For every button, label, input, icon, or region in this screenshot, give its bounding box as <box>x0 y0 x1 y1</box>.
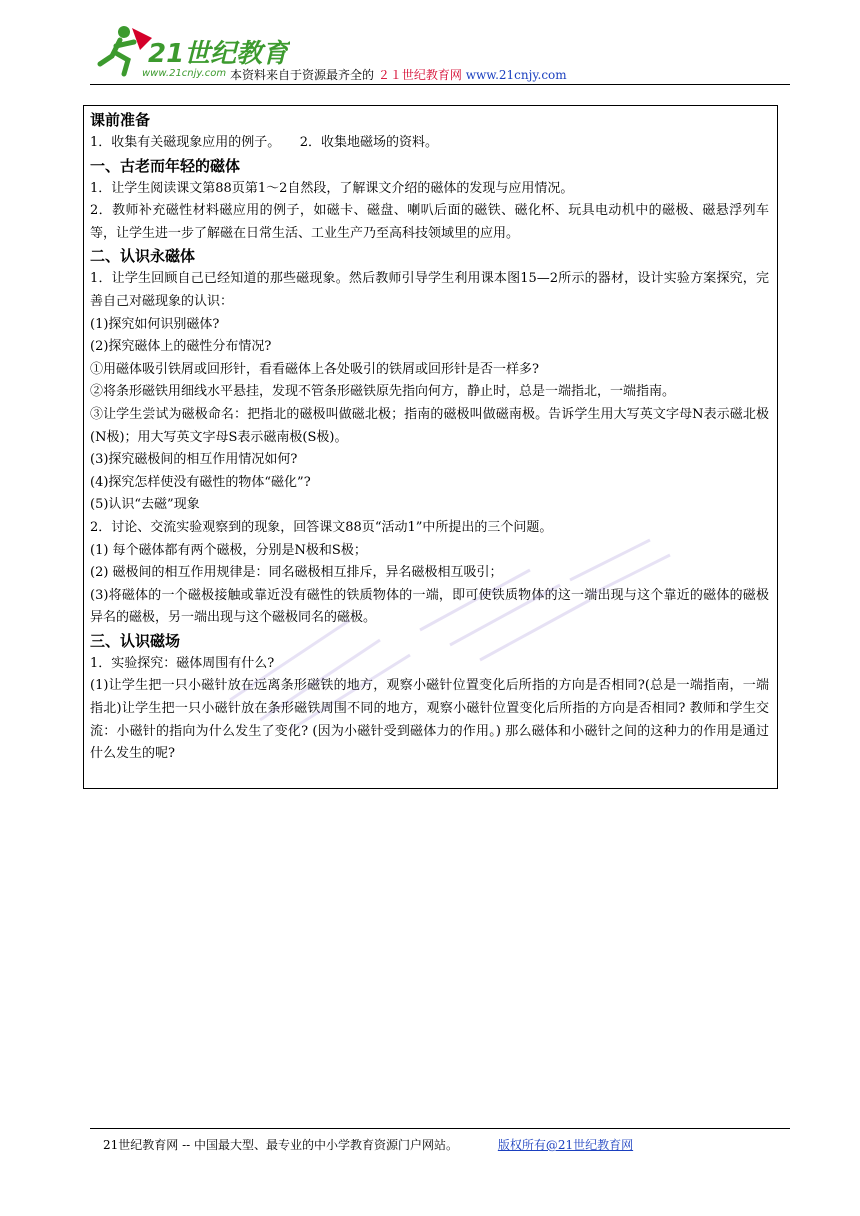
paragraph: 1．让学生回顾自己已经知道的那些磁现象。然后教师引导学生利用课本图15—2所示的器材，设计实验方案探究，完善自己对磁现象的认识： <box>90 271 769 309</box>
paragraph: ③让学生尝试为磁极命名：把指北的磁极叫做磁北极；指南的磁极叫做磁南极。告诉学生用大写英文字母N表示磁北极(N极)；用大写英文字母S表示磁南极(S极)。 <box>90 406 769 445</box>
section-title: 三、认识磁场 <box>90 631 181 650</box>
header-note-prefix: 本资料来自于资源最齐全的 <box>230 68 375 82</box>
section-title: 一、古老而年轻的磁体 <box>90 156 241 175</box>
section-title: 课前准备 <box>90 111 151 129</box>
paragraph: (2)探究磁体上的磁性分布情况? <box>90 339 272 355</box>
paragraph: ①用磁体吸引铁屑或回形针，看看磁体上各处吸引的铁屑或回形针是否一样多? <box>90 361 539 377</box>
paragraph: 1．实验探究：磁体周围有什么? <box>90 655 275 671</box>
paragraph: (3)探究磁极间的相互作用情况如何? <box>90 452 298 468</box>
paragraph: 2．教师补充磁性材料磁应用的例子，如磁卡、磁盘、喇叭后面的磁铁、磁化杯、玩具电动机中的磁极、磁悬浮列车等，让学生进一步了解磁在日常生活、工业生产乃至高科技领域里的应用。 <box>90 203 769 241</box>
footer-text: 21世纪教育网 -- 中国最大型、最专业的中小学教育资源门户网站。 <box>103 1138 459 1152</box>
paragraph: ②将条形磁铁用细线水平悬挂，发现不管条形磁铁原先指向何方，静止时，总是一端指北，一端指南。 <box>90 384 676 400</box>
paragraph: (3)将磁体的一个磁极接触或靠近没有磁性的铁质物体的一端，即可使铁质物体的这一端出现与这个靠近的磁体的磁极异名的磁极，另一端出现与这个磁极同名的磁极。 <box>90 587 769 626</box>
header-brand: ２１世纪教育网 <box>377 68 462 82</box>
copyright-link[interactable]: 版权所有@21世纪教育网 <box>497 1138 634 1152</box>
paragraph: 2．讨论、交流实验观察到的现象，回答课文88页“活动1”中所提出的三个问题。 <box>90 519 553 535</box>
header-divider <box>90 84 790 85</box>
lesson-content-box <box>83 105 778 789</box>
header-note <box>230 66 567 83</box>
paragraph: 1．让学生阅读课文第88页第1～2自然段，了解课文介绍的磁体的发现与应用情况。 <box>90 180 574 196</box>
logo-url: www.21cnjy.com <box>142 68 227 79</box>
section-title: 二、认识永磁体 <box>90 247 196 266</box>
paragraph: (1) 每个磁体都有两个磁极，分别是N极和S极； <box>90 542 367 558</box>
paragraph: (5)认识“去磁”现象 <box>90 497 200 513</box>
paragraph: (4)探究怎样使没有磁性的物体“磁化”? <box>90 474 311 490</box>
page-footer <box>103 1136 633 1153</box>
footer-divider <box>90 1128 790 1129</box>
paragraph: (1)让学生把一只小磁针放在远离条形磁铁的地方，观察小磁针位置变化后所指的方向是否相同?(总是一端指南，一端指北)让学生把一只小磁针放在条形磁铁周围不同的地方，观察小磁针位置变化后所指的方向是否相同? 教师和学生交流：小磁针的指向为什么发生了变化? (因为小磁针受到磁体力的作用。) 那么磁体和小磁针之间的这种力的作用是通过什么发生的呢? <box>90 678 769 762</box>
header-url-link[interactable]: www.21cnjy.com <box>465 68 567 82</box>
logo-text: 21世纪教育 <box>148 39 289 69</box>
paragraph: (2) 磁极间的相互作用规律是：同名磁极相互排斥，异名磁极相互吸引； <box>90 565 503 581</box>
paragraph: (1)探究如何识别磁体? <box>90 316 220 332</box>
paragraph: 1．收集有关磁现象应用的例子。 2．收集地磁场的资料。 <box>90 135 439 150</box>
